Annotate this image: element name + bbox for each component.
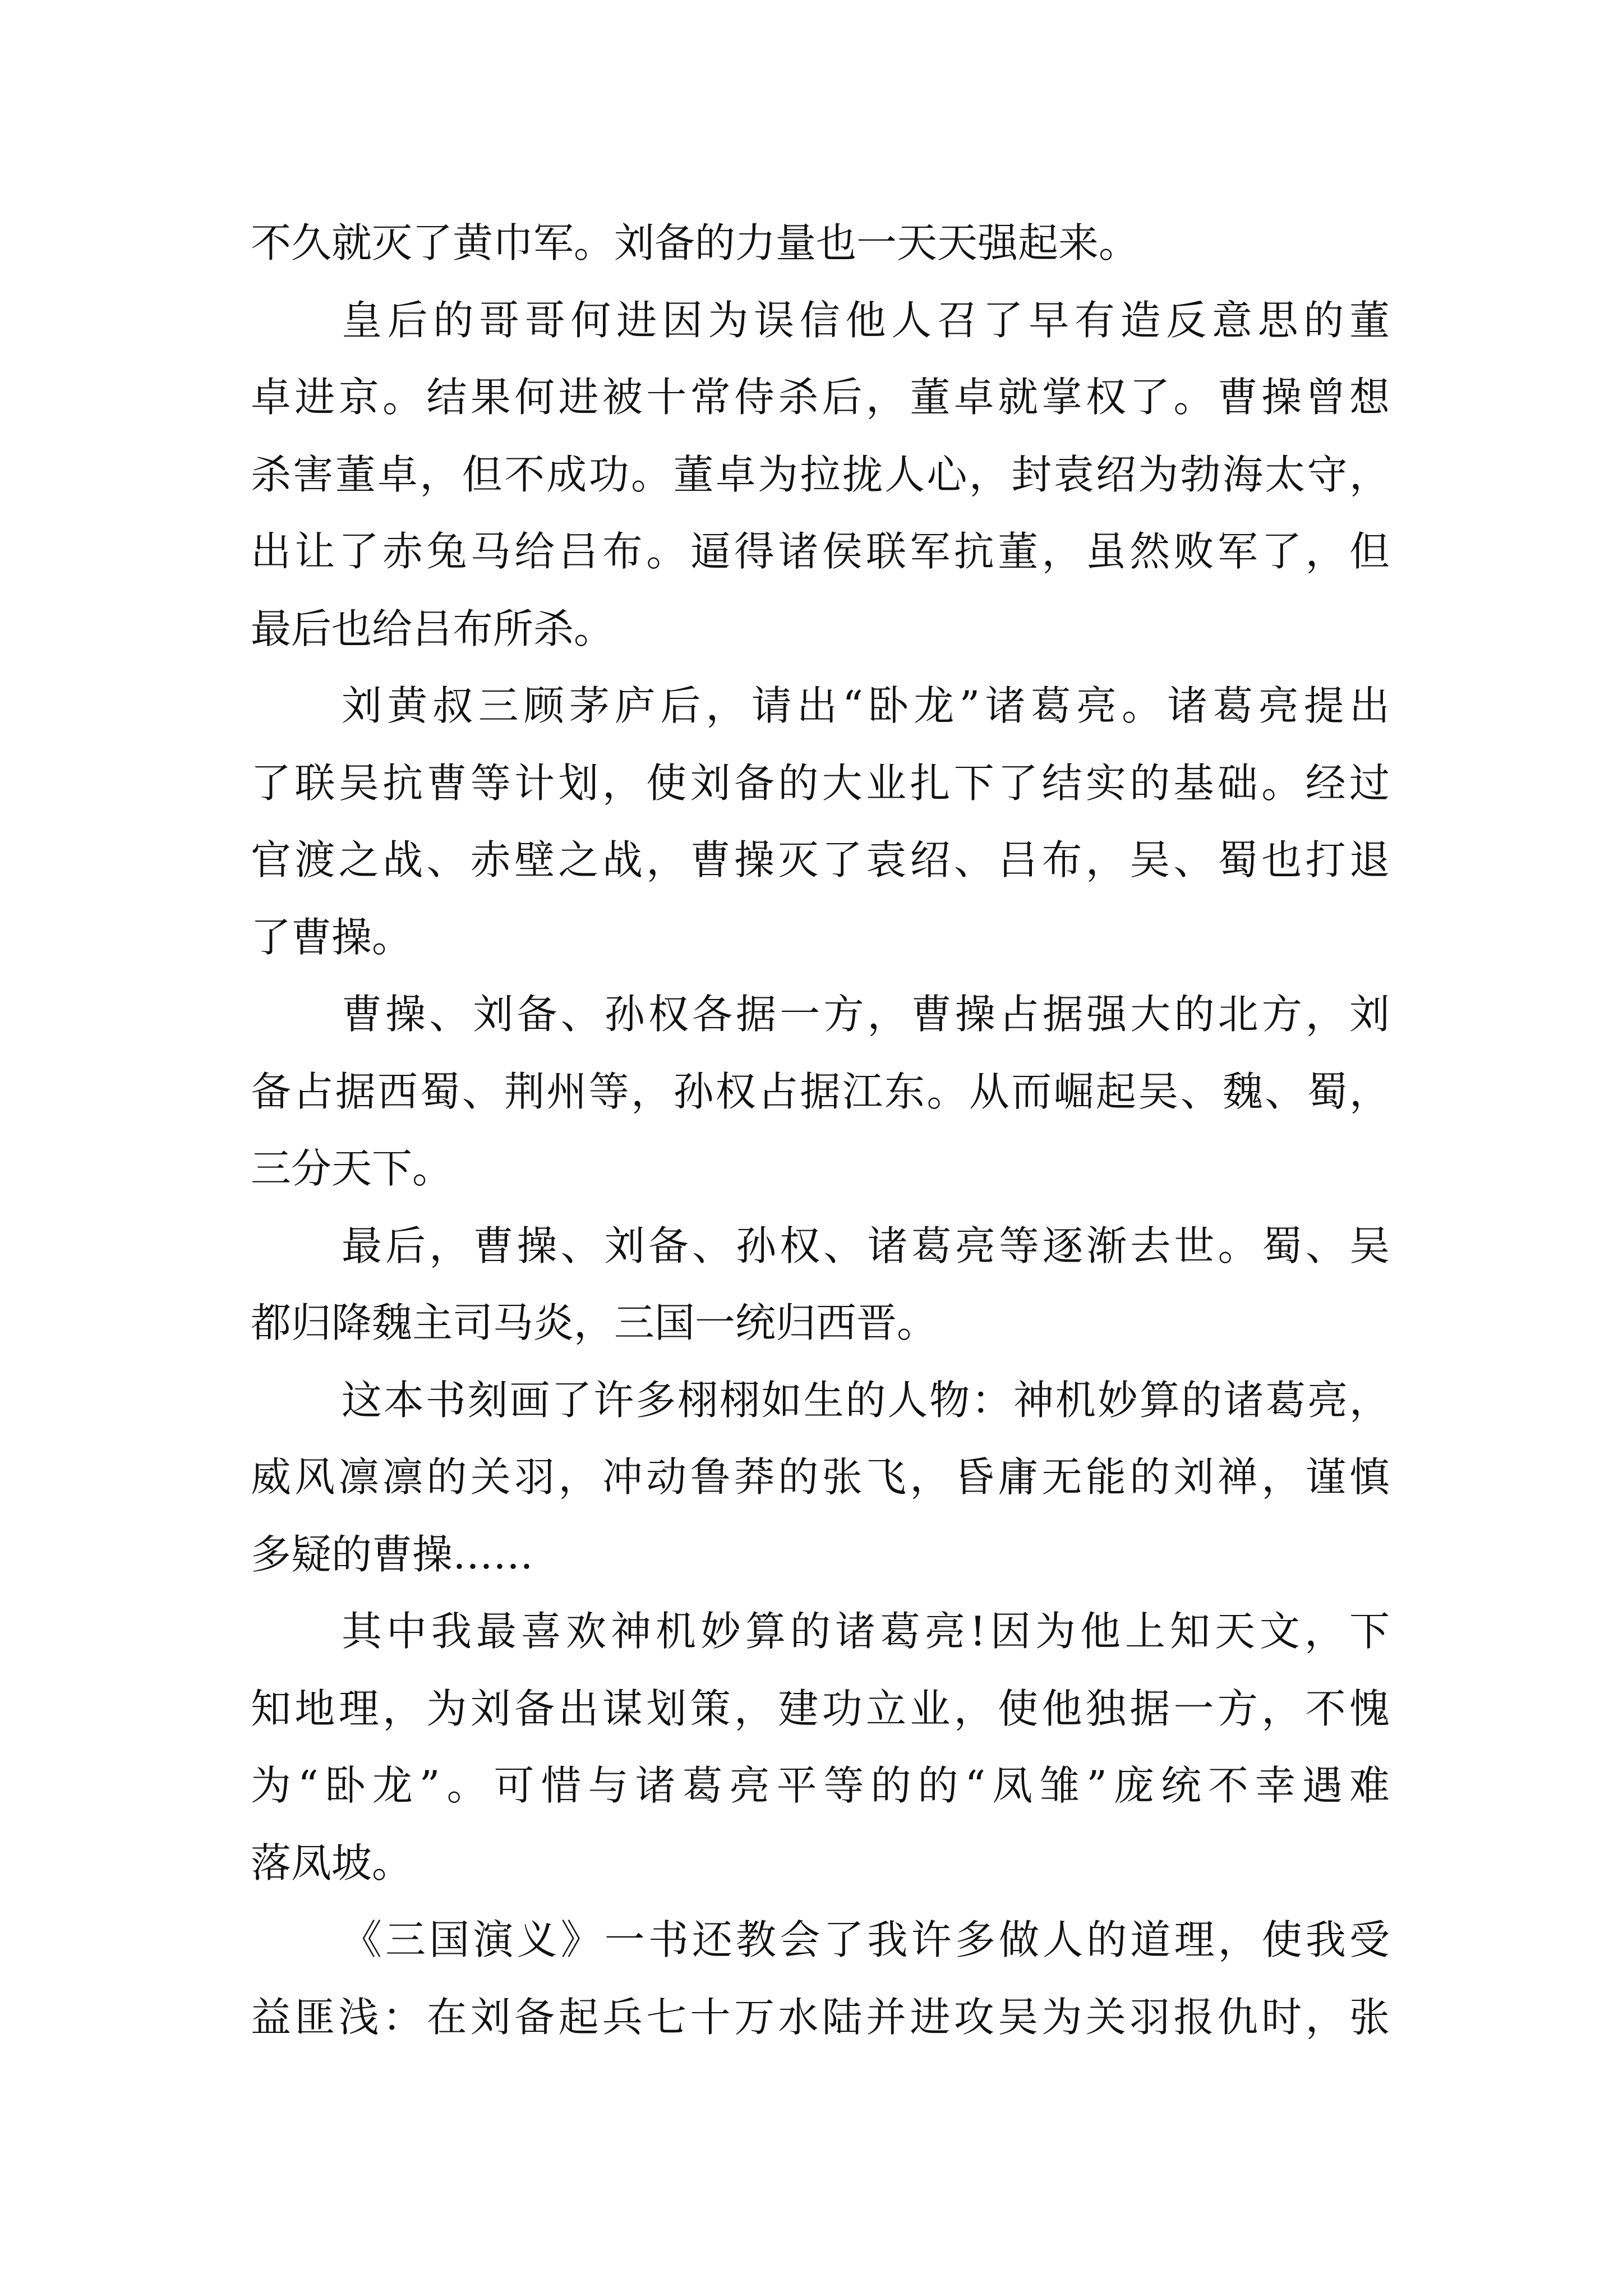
text-line: 最后也给吕布所杀。: [251, 605, 615, 652]
paragraph: [251, 976, 1390, 1208]
text-line: 《三国演义》一书还教会了我许多做人的道理，使我受: [342, 1916, 1390, 1963]
text-line: 不久就灭了黄巾军。刘备的力量也一天天强起来。: [251, 219, 1140, 266]
text-line: 为“卧龙”。可惜与诸葛亮平等的的“凤雏”庞统不幸遇难: [251, 1762, 1390, 1809]
text-line: 知地理，为刘备出谋划策，建功立业，使他独据一方，不愧: [251, 1685, 1390, 1732]
text-line: 曹操、刘备、孙权各据一方，曹操占据强大的北方，刘: [342, 991, 1390, 1038]
paragraph: [251, 282, 1390, 668]
text-line: 刘黄叔三顾茅庐后，请出“卧龙”诸葛亮。诸葛亮提出: [342, 682, 1390, 729]
paragraph: [251, 205, 1390, 282]
text-line: 益匪浅：在刘备起兵七十万水陆并进攻吴为关羽报仇时，张: [251, 1993, 1390, 2041]
paragraph: [251, 1362, 1390, 1594]
text-line: 三分天下。: [251, 1145, 453, 1192]
text-line: 多疑的曹操……: [251, 1530, 534, 1578]
text-line: 杀害董卓，但不成功。董卓为拉拢人心，封袁绍为勃海太守，: [251, 450, 1390, 498]
text-line: 了曹操。: [251, 913, 413, 961]
text-line: 卓进京。结果何进被十常侍杀后，董卓就掌权了。曹操曾想: [251, 374, 1390, 421]
text-line: 了联吴抗曹等计划，使刘备的大业扎下了结实的基础。经过: [251, 759, 1390, 807]
text-line: 备占据西蜀、荆州等，孙权占据江东。从而崛起吴、魏、蜀，: [251, 1068, 1390, 1115]
text-line: 威风凛凛的关羽，冲动鲁莽的张飞，昏庸无能的刘禅，谨慎: [251, 1453, 1390, 1501]
paragraph: [251, 1902, 1390, 2056]
text-line: 这本书刻画了许多栩栩如生的人物：神机妙算的诸葛亮，: [342, 1376, 1390, 1424]
text-line: 皇后的哥哥何进因为误信他人召了早有造反意思的董: [342, 296, 1390, 344]
text-line: 落凤坡。: [251, 1839, 413, 1887]
paragraph: [251, 1593, 1390, 1902]
body-text: [251, 205, 1390, 2056]
paragraph: [251, 1208, 1390, 1362]
text-line: 出让了赤兔马给吕布。逼得诸侯联军抗董，虽然败军了，但: [251, 528, 1390, 575]
text-line: 都归降魏主司马炎，三国一统归西晋。: [251, 1299, 938, 1346]
text-line: 最后，曹操、刘备、孙权、诸葛亮等逐渐去世。蜀、吴: [342, 1222, 1390, 1269]
paragraph: [251, 668, 1390, 976]
text-line: 官渡之战、赤壁之战，曹操灭了袁绍、吕布，吴、蜀也打退: [251, 836, 1390, 884]
text-line: 其中我最喜欢神机妙算的诸葛亮!因为他上知天文，下: [342, 1608, 1390, 1655]
